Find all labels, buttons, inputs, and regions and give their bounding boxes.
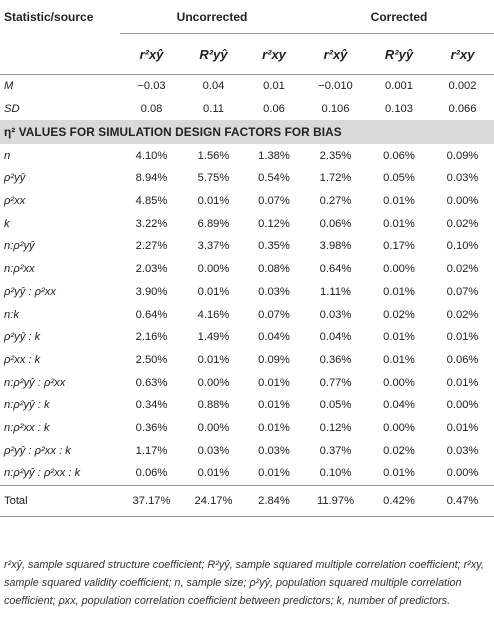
table-cell: 0.07% (258, 308, 290, 321)
table-row (0, 258, 494, 281)
table-cell: 0.002 (448, 80, 477, 93)
table-cell: 2.27% (135, 240, 168, 253)
table-cell: 0.01% (446, 376, 479, 389)
table-cell: 0.12% (258, 217, 290, 230)
table-row (0, 167, 494, 190)
table-row (0, 349, 494, 372)
table-cell: 0.01% (258, 376, 290, 389)
table-cell: 0.01% (383, 467, 415, 480)
table-cell: 0.07% (258, 195, 290, 208)
table-cell: 0.64% (135, 308, 168, 321)
table-cell: 0.00% (446, 467, 479, 480)
subheader-cell: R²yŷ (367, 34, 431, 75)
table-cell: 4.85% (135, 195, 168, 208)
table-cell: 0.36% (135, 421, 168, 434)
table-cell: 0.08 (140, 103, 163, 116)
table-row (0, 235, 494, 258)
header-uncorrected: Uncorrected (120, 0, 304, 34)
table-cell: 0.03% (258, 285, 290, 298)
table-cell: 0.03% (258, 444, 290, 457)
table-cell: 0.001 (385, 80, 413, 93)
table-cell: 0.103 (385, 103, 413, 116)
table-cell: 0.01% (446, 331, 479, 344)
table-cell: 0.04 (202, 80, 225, 93)
table-cell: 0.03% (446, 444, 479, 457)
table-row (0, 75, 494, 98)
table-cell: 0.01% (383, 353, 415, 366)
total-cell: 37.17% (120, 485, 183, 516)
table-cell: 0.01% (383, 331, 415, 344)
subheader-row (0, 34, 494, 75)
header-corrected: Corrected (304, 0, 494, 34)
table-cell: 0.02% (446, 263, 479, 276)
table-cell: 0.01% (258, 421, 290, 434)
table-cell: 0.00% (446, 195, 479, 208)
table-cell: 0.05% (319, 399, 352, 412)
subheader-cell: r²xy (431, 34, 494, 75)
table-cell: 8.94% (135, 172, 168, 185)
table-cell: 0.01% (197, 467, 230, 480)
row-label: SD (4, 103, 20, 116)
total-cell: 11.97% (304, 485, 367, 516)
table-cell: 0.01% (197, 195, 230, 208)
row-label: ρ²yŷ (4, 172, 26, 185)
table-cell: 0.00% (383, 263, 415, 276)
row-label: ρ²yŷ : k (4, 331, 41, 344)
table-cell: 3.90% (135, 285, 168, 298)
factor-rows (0, 144, 494, 485)
row-label: k (4, 217, 10, 230)
table-cell: 3.98% (319, 240, 352, 253)
table-cell: 0.00% (383, 376, 415, 389)
row-label: n:ρ²xx (4, 263, 35, 276)
table-cell: 0.27% (319, 195, 352, 208)
table-cell: 5.75% (197, 172, 230, 185)
table-cell: 0.05% (383, 172, 415, 185)
row-label: n:ρ²yŷ : k (4, 399, 50, 412)
row-label: ρ²xx : k (4, 353, 41, 366)
table-footnote: r²xŷ, sample squared structure coefficient; R²yŷ, sample squared multiple correlation coefficient; r²xy, sample squared validity coefficient; n, sample size; ρ²yŷ, population squared multiple correlation coefficient; ρxx, population correlation coefficient between predictors; k, number of predictors. (4, 559, 484, 607)
eta-band-label: η² VALUES FOR SIMULATION DESIGN FACTORS FOR BIAS (0, 120, 494, 144)
table-row (0, 281, 494, 304)
table-cell: 0.88% (197, 399, 230, 412)
table-cell: 6.89% (197, 217, 230, 230)
total-cell: 0.42% (367, 485, 431, 516)
table-cell: 1.56% (197, 149, 230, 162)
table-cell: −0.010 (318, 80, 353, 93)
table-cell: 2.16% (135, 331, 168, 344)
table-cell: 0.01% (383, 195, 415, 208)
total-label: Total (0, 485, 120, 516)
table-cell: 0.34% (135, 399, 168, 412)
table-cell: 0.01% (383, 217, 415, 230)
total-row (0, 485, 494, 516)
table-cell: 0.02% (446, 217, 479, 230)
total-cell: 2.84% (244, 485, 304, 516)
row-label: n:ρ²xx : k (4, 421, 50, 434)
table-cell: 1.11% (320, 285, 351, 298)
table-cell: 0.03% (446, 172, 479, 185)
table-cell: 2.35% (319, 149, 352, 162)
row-label: n:ρ²yŷ : ρ²xx : k (4, 467, 81, 480)
table-cell: 0.64% (319, 263, 352, 276)
table-cell: 0.00% (197, 376, 230, 389)
row-label: M (4, 80, 14, 93)
total-cell: 24.17% (183, 485, 244, 516)
table-cell: 0.06% (135, 467, 168, 480)
table-row (0, 190, 494, 213)
table-cell: 0.066 (448, 103, 477, 116)
table-row (0, 326, 494, 349)
table-cell: 0.10% (319, 467, 352, 480)
table-cell: 0.02% (383, 444, 415, 457)
table-cell: −0.03 (137, 80, 166, 93)
table-cell: 0.04% (383, 399, 415, 412)
table-cell: 0.63% (135, 376, 168, 389)
table-cell: 0.06 (263, 103, 285, 116)
table-cell: 1.72% (319, 172, 352, 185)
table-cell: 4.10% (135, 149, 168, 162)
row-label: ρ²xx (4, 195, 26, 208)
table-cell: 3.37% (197, 240, 230, 253)
row-label: ρ²yŷ : ρ²xx : k (4, 444, 71, 457)
table-cell: 0.10% (446, 240, 479, 253)
table-row (0, 462, 494, 485)
table-cell: 0.00% (197, 421, 230, 434)
table-cell: 0.01 (263, 80, 285, 93)
table-cell: 0.01% (258, 399, 290, 412)
row-label: ρ²yŷ : ρ²xx (4, 285, 56, 298)
table-cell: 0.06% (383, 149, 415, 162)
table-cell: 0.04% (319, 331, 352, 344)
table-cell: 0.04% (258, 331, 290, 344)
row-label: n:k (4, 308, 19, 321)
table-cell: 0.00% (197, 263, 230, 276)
header-row (0, 0, 494, 34)
table-row (0, 144, 494, 167)
subheader-cell: r²xŷ (120, 34, 183, 75)
table-cell: 0.37% (319, 444, 352, 457)
table-row (0, 98, 494, 121)
table-cell: 0.01% (383, 285, 415, 298)
table-cell: 0.11 (203, 103, 224, 116)
table-cell: 0.00% (446, 399, 479, 412)
table-row (0, 439, 494, 462)
table-cell: 2.03% (135, 263, 168, 276)
table-cell: 0.12% (319, 421, 352, 434)
table-cell: 0.09% (258, 353, 290, 366)
table-cell: 0.00% (383, 421, 415, 434)
table-row (0, 303, 494, 326)
table-row (0, 371, 494, 394)
table-cell: 0.36% (319, 353, 352, 366)
row-label: n:ρ²yŷ (4, 240, 35, 253)
table-cell: 1.17% (135, 444, 168, 457)
header-statistic-source: Statistic/source (4, 9, 94, 24)
row-label: n (4, 149, 11, 162)
table-cell: 0.01% (258, 467, 290, 480)
table-cell: 0.02% (446, 308, 479, 321)
table-cell: 0.09% (446, 149, 479, 162)
table-row (0, 394, 494, 417)
table-cell: 0.06% (319, 217, 352, 230)
table-cell: 0.17% (383, 240, 415, 253)
table-row (0, 212, 494, 235)
table-cell: 1.49% (197, 331, 230, 344)
table-cell: 0.08% (258, 263, 290, 276)
total-cell: 0.47% (431, 485, 494, 516)
table-cell: 0.35% (258, 240, 290, 253)
subheader-cell: r²xŷ (304, 34, 367, 75)
table-cell: 0.07% (446, 285, 479, 298)
table-cell: 0.01% (197, 285, 230, 298)
table-cell: 0.06% (446, 353, 479, 366)
table-cell: 0.03% (197, 444, 230, 457)
table-cell: 1.38% (258, 149, 290, 162)
subheader-cell: r²xy (244, 34, 304, 75)
table-cell: 3.22% (135, 217, 168, 230)
subheader-blank (0, 34, 120, 75)
eta-band-row (0, 120, 494, 144)
summary-rows (0, 75, 494, 121)
table-cell: 0.77% (319, 376, 352, 389)
table-row (0, 417, 494, 440)
table-cell: 0.01% (197, 353, 230, 366)
table-cell: 0.106 (321, 103, 350, 116)
table-cell: 2.50% (135, 353, 168, 366)
table-cell: 0.01% (446, 421, 479, 434)
table-cell: 0.54% (258, 172, 290, 185)
table-cell: 0.02% (383, 308, 415, 321)
row-label: n:ρ²yŷ : ρ²xx (4, 376, 66, 389)
subheader-cell: R²yŷ (183, 34, 244, 75)
table-cell: 0.03% (319, 308, 352, 321)
table-cell: 4.16% (197, 308, 230, 321)
